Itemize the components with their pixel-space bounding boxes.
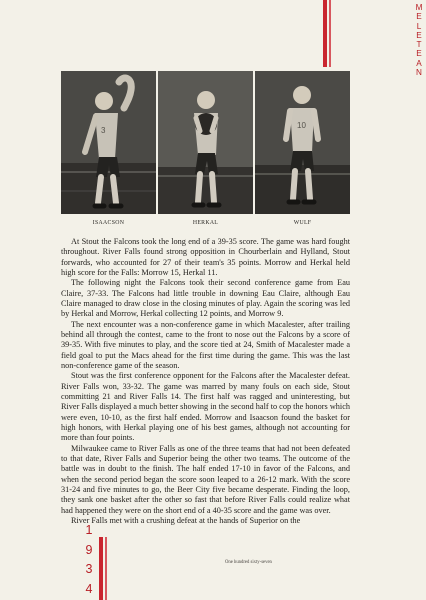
svg-text:3: 3	[101, 126, 106, 135]
vertical-title-letter: T	[416, 40, 422, 50]
paragraph-5: Milwaukee came to River Falls as one of the three teams that had not been defeated to that date, River Falls and Superior being the other two teams. The outcome of the battle was in doubt to the finish. The half ended 17-10 in favor of the Falcons, and when the second period began the score soon leaped to a 26-12 mark. With the score 31-24 and five minutes to go, the Beer City five became desperate. Finding the loop, they sank one basket after the other so fast that before River Falls could realize what had happened they were on the short end of a 40-35 score and the game was over.	[61, 443, 350, 515]
caption-isaacson: ISAACSON	[92, 220, 125, 226]
player-photo-isaacson	[61, 71, 156, 214]
vertical-title-letter: E	[416, 30, 422, 40]
player-figure-image	[255, 71, 350, 214]
vertical-title-letter: L	[416, 21, 422, 31]
year-digit: 4	[85, 581, 93, 596]
paragraph-1: At Stout the Falcons took the long end of a 39-35 score. The game was hard fought throughout. River Falls found strong opposition in Chourberlain and Hylland, Stout forwards, who accounted for 27 of their team's 35 points. Morrow and Herkal held high score for the Falls: Morrow 15, Herkal 11.	[61, 237, 350, 277]
vertical-title-letter: M	[415, 3, 423, 12]
vertical-year	[82, 521, 96, 599]
photo-captions	[61, 220, 350, 226]
vertical-title-letter: N	[416, 68, 422, 78]
paragraph-3: The next encounter was a non-conference game in which Macalester, after trailing behind all through the contest, came to the front to nose out the Falcons by a score of 39-35. With five minutes to play, and the score tied at 24, Smith of Macalester made a field goal to put the Macs ahead for the first time during the game. This was the last non-conference game of the season.	[61, 319, 350, 370]
player-photo-wulf	[255, 71, 350, 214]
caption-wulf: WULF	[293, 220, 312, 226]
vertical-title-letter: E	[416, 49, 422, 59]
year-digit: 1	[85, 523, 93, 537]
paragraph-4: Stout was the first conference opponent for the Falcons after the Macalester defeat. River Falls won, 33-32. The game was marred by many fouls on each side, Stout committing 21 and River Falls 14. The first half was ragged and uninteresting, but River Falls displayed a much better showing in the second half to cop the honors which were even, 10-10, as the first half ended. Morrow and Isaacson found the basket for high honors, with Herkal playing one of his best games, although not accounting for more than four points.	[61, 371, 350, 443]
paragraph-6: River Falls met with a crushing defeat at the hands of Superior on the	[71, 515, 301, 525]
bottom-red-rule	[99, 537, 103, 600]
top-red-rule	[323, 0, 327, 67]
vertical-title-letter: E	[416, 12, 422, 22]
paragraph-2: The following night the Falcons took their second conference game from Eau Claire, 37-33. The Falcons had little trouble in downing Eau Claire, although Eau Claire managed to draw close in the closing minutes of play. Again the scoring was led by Herkal and Morrow, Herkal collecting 12 points, and Morrow 9.	[61, 278, 350, 319]
bottom-red-rule-thin	[105, 537, 107, 600]
year-digit: 3	[85, 562, 93, 576]
caption-herkal: HERKAL	[192, 220, 219, 226]
vertical-title-letter: A	[416, 58, 422, 68]
player-photo-herkal	[158, 71, 253, 214]
svg-text:10: 10	[297, 121, 306, 130]
player-figure-image	[61, 71, 156, 214]
article-body	[61, 237, 350, 526]
vertical-title	[412, 0, 426, 78]
photo-strip	[61, 71, 350, 214]
year-digit: 9	[85, 542, 93, 557]
page-number: One hundred sixty-seven	[225, 560, 272, 565]
top-red-rule-thin	[329, 0, 331, 67]
player-figure-image	[158, 71, 253, 214]
